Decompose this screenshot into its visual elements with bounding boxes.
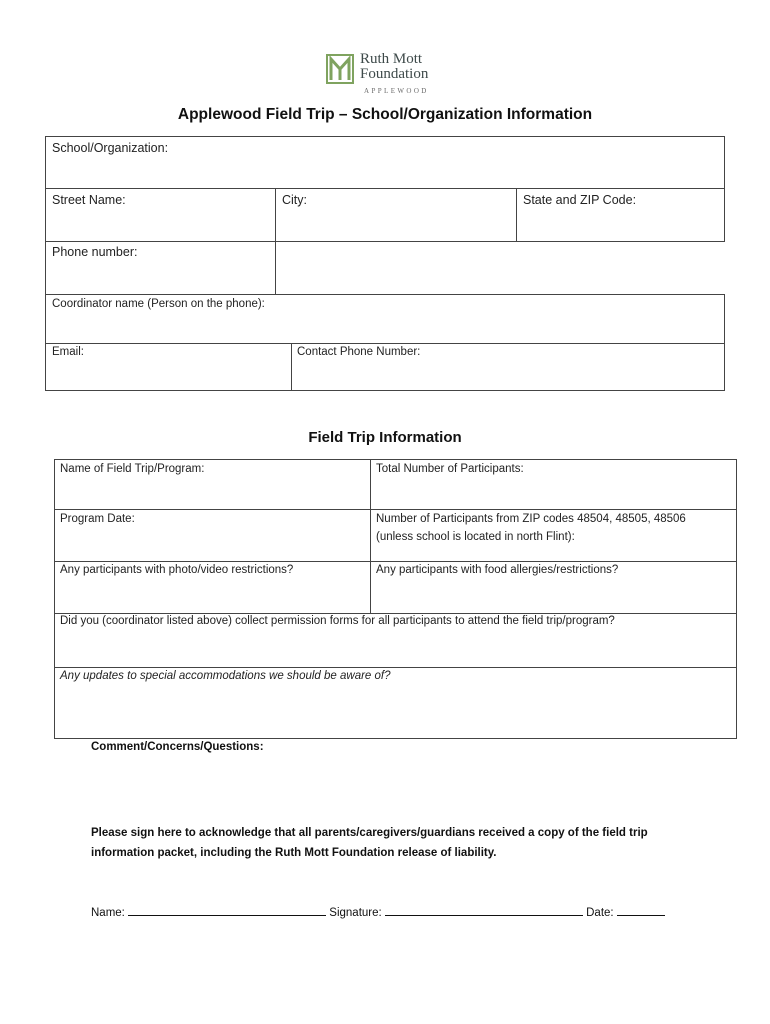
- program-date-label: Program Date:: [60, 513, 135, 525]
- logo-subtitle: APPLEWOOD: [364, 87, 429, 95]
- contact-phone-label: Contact Phone Number:: [297, 346, 421, 358]
- name-input-line[interactable]: [128, 904, 326, 916]
- page-title: Applewood Field Trip – School/Organization Information: [177, 106, 593, 123]
- total-participants-label: Total Number of Participants:: [376, 463, 524, 475]
- street-name-label: Street Name:: [52, 193, 126, 207]
- date-label: Date:: [586, 907, 614, 919]
- accommodations-label: Any updates to special accommodations we should be aware of?: [60, 670, 391, 682]
- name-label: Name:: [91, 907, 125, 919]
- logo-name-line2: Foundation: [360, 66, 429, 82]
- acknowledge-text-line1: Please sign here to acknowledge that all parents/caregivers/guardians received a copy of the field trip: [91, 827, 648, 839]
- signature-label: Signature:: [329, 907, 382, 919]
- photo-restrictions-label: Any participants with photo/video restrictions?: [60, 564, 294, 576]
- foundation-logo: [326, 50, 456, 98]
- field-trip-section-title: Field Trip Information: [308, 429, 462, 446]
- program-name-label: Name of Field Trip/Program:: [60, 463, 205, 475]
- monogram-logo-icon: [326, 54, 354, 84]
- comments-label: Comment/Concerns/Questions:: [91, 741, 264, 753]
- signature-input-line[interactable]: [385, 904, 583, 916]
- zip-participants-label-line2: (unless school is located in north Flint):: [376, 531, 575, 543]
- city-label: City:: [282, 193, 307, 207]
- zip-participants-label-line1: Number of Participants from ZIP codes 48504, 48505, 48506: [376, 513, 686, 525]
- food-allergies-label: Any participants with food allergies/restrictions?: [376, 564, 619, 576]
- logo-name-line1: Ruth Mott: [360, 51, 423, 67]
- permission-forms-label: Did you (coordinator listed above) collect permission forms for all participants to attend the field trip/program?: [60, 615, 615, 627]
- coordinator-name-label: Coordinator name (Person on the phone):: [52, 298, 265, 310]
- state-zip-label: State and ZIP Code:: [523, 193, 637, 207]
- school-organization-label: School/Organization:: [52, 141, 169, 155]
- city-field[interactable]: [275, 188, 517, 242]
- signature-row: [91, 904, 665, 919]
- phone-number-label: Phone number:: [52, 245, 138, 259]
- acknowledge-text-line2: information packet, including the Ruth Mott Foundation release of liability.: [91, 847, 497, 859]
- logo-name: [360, 52, 428, 82]
- comments-area[interactable]: [86, 758, 726, 818]
- date-input-line[interactable]: [617, 904, 665, 916]
- email-label: Email:: [52, 346, 84, 358]
